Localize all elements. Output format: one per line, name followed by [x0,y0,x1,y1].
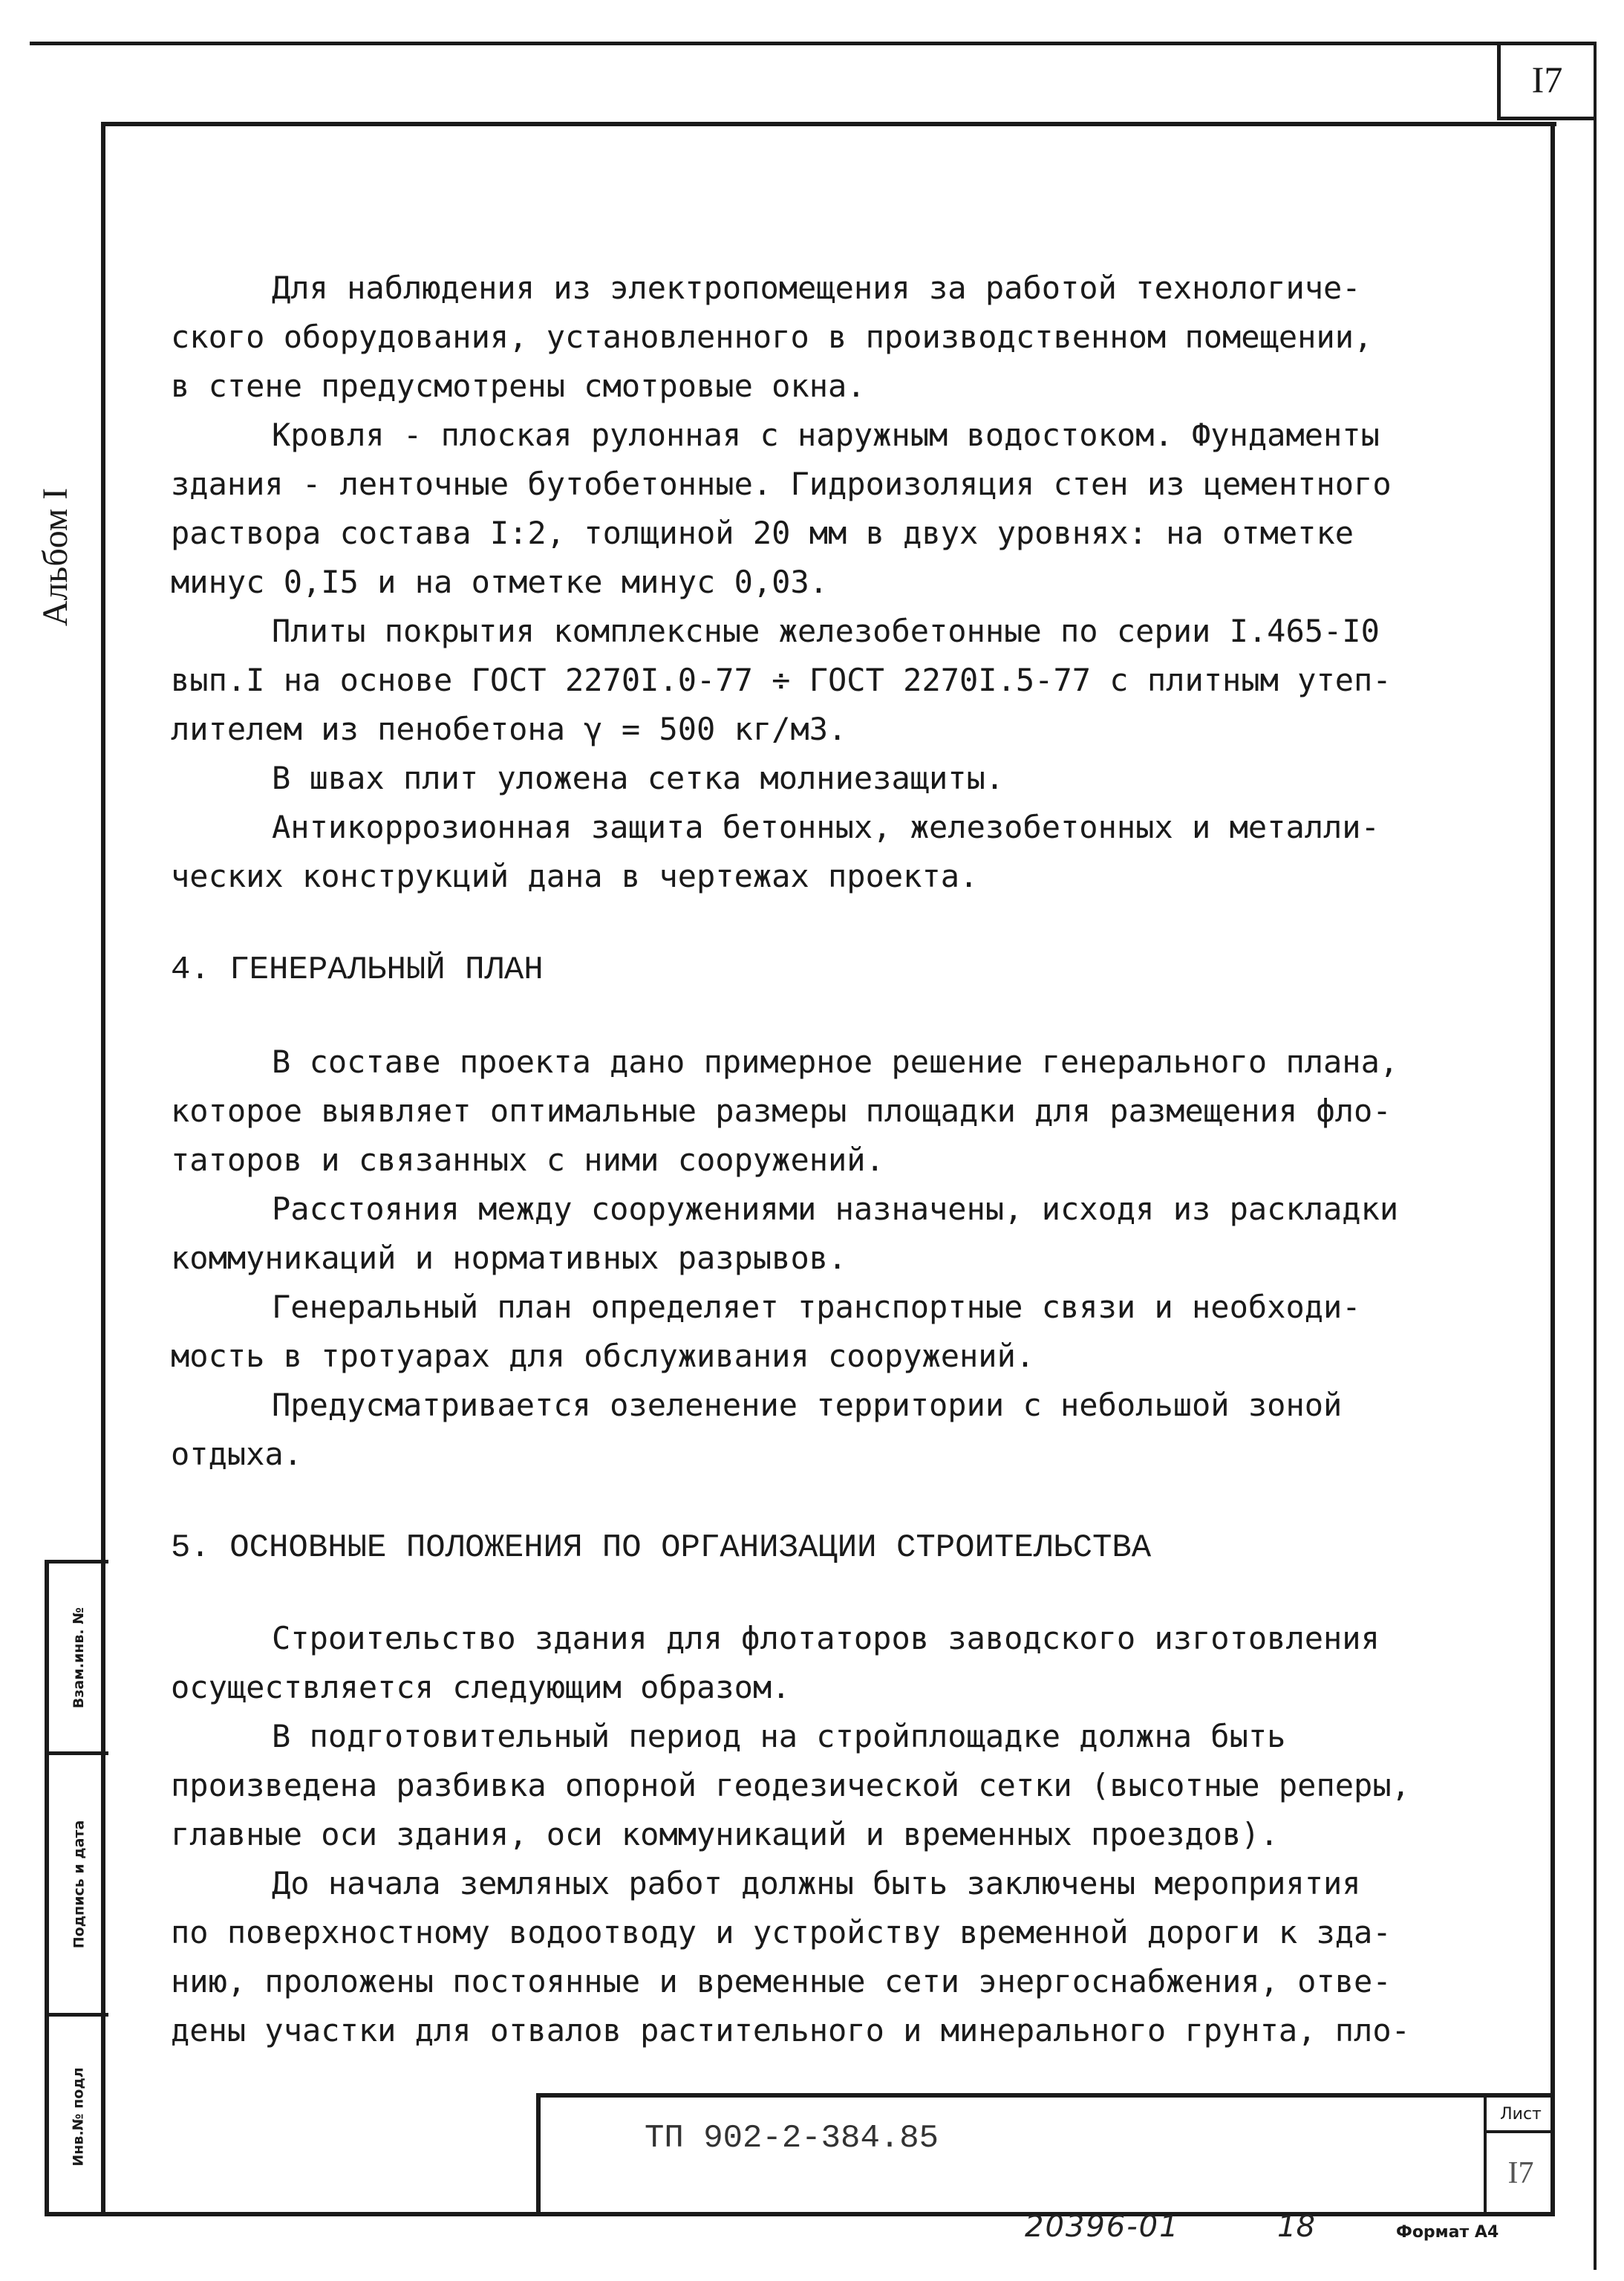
format-label: Формат А4 [1396,2223,1499,2242]
paragraph: В подготовительный период на стройплощадке должна быть произведена разбивка опорной геодезической сетки (высотные реперы, главные оси здания, оси коммуникаций и временных проездов). [171,1718,1410,1852]
copy-number: 18 [1277,2210,1315,2244]
frame-top [101,122,1556,126]
stamp-cell-inv-orig: Инв.№ подл [71,2066,87,2167]
paragraph: В составе проекта дано примерное решение генерального плана, которое выявляет оптимальные размеры площадки для размещения фло- таторов и связанных с ними сооружений. [171,1044,1399,1178]
stamp-cell-inv-replace: Взам.инв. № [71,1607,87,1708]
paragraph: Антикоррозионная защита бетонных, железобетонных и металли- ческих конструкций дана в чертежах проекта. [171,809,1380,894]
stamp-column [45,1560,104,2216]
top-rule [30,42,1597,45]
sheet-box [1484,2098,1555,2216]
stamp-cell-sign-date: Подпись и дата [71,1820,87,1948]
album-label: Альбом I [36,487,75,627]
paragraph: Кровля - плоская рулонная с наружным водостоком. Фундаменты здания - ленточные бутобетонные. Гидроизоляция стен из цементного раствора состава I:2, толщиной 20 мм в двух уровнях: на отметке минус 0,I5 и на отметке минус 0,03. [171,417,1392,600]
outer-right-rule [1594,42,1597,2270]
inventory-number: 20396-01 [1025,2210,1180,2244]
paragraph: Плиты покрытия комплексные железобетонные по серии I.465-I0 вып.I на основе ГОСТ 2270I.0-77 ÷ ГОСТ 2270I.5-77 с плитным утеп- лителем из пенобетона γ = 500 кг/м3. [171,613,1392,747]
paragraph: Для наблюдения из электропомещения за работой технологиче- ского оборудования, установленного в производственном помещении, в стене предусмотрены смотровые окна. [171,270,1373,404]
paragraph: До начала земляных работ должны быть заключены мероприятия по поверхностному водоотводу и устройству временной дороги к зда- нию, проложены постоянные и временные сети энергоснабжения, отве- дены участки для отвалов растительного и минерального грунта, пло- [171,1865,1410,2049]
document-code: ТП 902-2-384.85 [645,2120,939,2157]
paragraph: Расстояния между сооружениями назначены, исходя из раскладки коммуникаций и нормативных разрывов. [171,1191,1399,1276]
section-heading-4: 4. ГЕНЕРАЛЬНЫЙ ПЛАН [171,951,544,989]
paragraph: В швах плит уложена сетка молниезащиты. [272,760,1005,796]
page-number: I7 [1497,42,1594,120]
sheet-label: Лист [1487,2098,1555,2133]
sheet-number: I7 [1507,2156,1534,2190]
title-block [536,2093,1555,2216]
document-body [171,264,1522,2055]
section-heading-5: 5. ОСНОВНЫЕ ПОЛОЖЕНИЯ ПО ОРГАНИЗАЦИИ СТРОИТЕЛЬСТВА [171,1529,1152,1566]
paragraph: Предусматривается озеленение территории с небольшой зоной отдыха. [171,1387,1343,1472]
paragraph: Генеральный план определяет транспортные связи и необходи- мость в тротуарах для обслуживания сооружений. [171,1289,1361,1374]
paragraph: Строительство здания для флотаторов заводского изготовления осуществляется следующим образом. [171,1620,1380,1705]
frame-right [1550,122,1555,2216]
